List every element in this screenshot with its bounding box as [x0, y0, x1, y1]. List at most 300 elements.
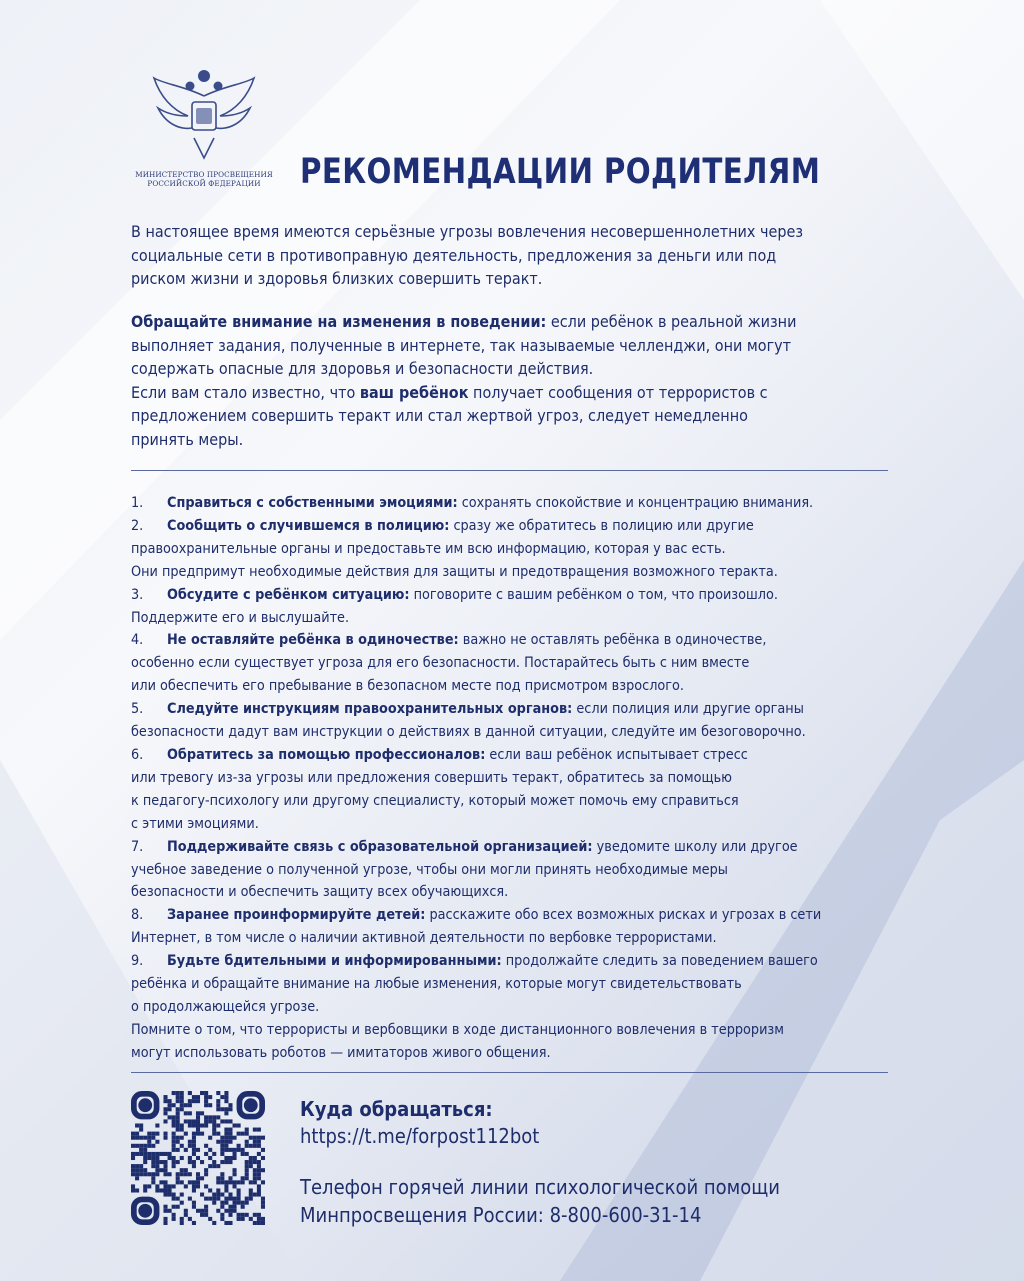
qr-module — [147, 1152, 151, 1156]
qr-module — [233, 1168, 237, 1172]
list-item — [131, 515, 821, 584]
qr-module — [155, 1140, 159, 1144]
qr-module — [204, 1213, 208, 1217]
qr-module — [257, 1184, 261, 1188]
qr-module — [228, 1103, 232, 1107]
qr-module — [163, 1209, 167, 1213]
qr-module — [204, 1095, 208, 1099]
qr-module — [180, 1180, 184, 1184]
qr-module — [192, 1099, 196, 1103]
behavior-emphasis: ваш ребёнок — [359, 382, 469, 402]
ministry-name-line1: МИНИСТЕРСТВО ПРОСВЕЩЕНИЯ — [135, 170, 273, 179]
item-heading: Справиться с собственными эмоциями: — [167, 495, 458, 511]
qr-module — [139, 1136, 143, 1140]
qr-module — [224, 1119, 228, 1123]
qr-module — [192, 1188, 196, 1192]
item-heading: Поддерживайте связь с образовательной организацией: — [167, 838, 593, 855]
qr-module — [245, 1140, 249, 1144]
qr-module — [220, 1213, 224, 1217]
qr-module — [168, 1099, 172, 1103]
qr-module — [200, 1213, 204, 1217]
qr-module — [200, 1111, 204, 1115]
qr-module — [224, 1111, 228, 1115]
qr-module — [257, 1136, 261, 1140]
qr-module — [224, 1201, 228, 1205]
hotline-info — [300, 1173, 780, 1229]
qr-module — [200, 1123, 204, 1127]
qr-module — [216, 1140, 220, 1144]
qr-module — [151, 1152, 155, 1156]
qr-module — [163, 1217, 167, 1221]
qr-module — [135, 1136, 139, 1140]
behavior-line: содержать опасные для здоровья и безопасности действия. — [131, 359, 594, 378]
item-text: продолжайте следить за поведением вашего — [501, 953, 818, 970]
qr-module — [249, 1136, 253, 1140]
qr-module — [257, 1164, 261, 1168]
qr-module — [257, 1128, 261, 1132]
qr-module — [159, 1160, 163, 1164]
qr-module — [139, 1168, 143, 1172]
qr-module — [233, 1156, 237, 1160]
item-text-line: Поддержите его и выслушайте. — [131, 609, 350, 626]
qr-module — [228, 1119, 232, 1123]
qr-module — [172, 1184, 176, 1188]
qr-module — [257, 1168, 261, 1172]
qr-module — [172, 1197, 176, 1201]
qr-finder-dot — [138, 1098, 152, 1112]
qr-module — [188, 1140, 192, 1144]
qr-module — [261, 1197, 265, 1201]
qr-module — [228, 1156, 232, 1160]
qr-module — [188, 1180, 192, 1184]
behavior-text: Если вам стало известно, что — [131, 382, 360, 402]
qr-module — [253, 1160, 257, 1164]
qr-module — [180, 1172, 184, 1176]
qr-module — [224, 1095, 228, 1099]
qr-module — [216, 1164, 220, 1168]
qr-module — [257, 1217, 261, 1221]
qr-module — [168, 1172, 172, 1176]
qr-module — [228, 1197, 232, 1201]
item-heading: Следуйте инструкциям правоохранительных органов: — [167, 701, 573, 718]
list-item — [131, 950, 821, 1019]
qr-module — [180, 1144, 184, 1148]
qr-module — [139, 1152, 143, 1156]
qr-module — [143, 1144, 147, 1148]
qr-module — [176, 1128, 180, 1132]
qr-module — [224, 1099, 228, 1103]
item-number: 3. — [131, 586, 144, 603]
qr-module — [151, 1180, 155, 1184]
qr-module — [224, 1184, 228, 1188]
qr-module — [151, 1160, 155, 1164]
qr-module — [168, 1152, 172, 1156]
qr-module — [200, 1132, 204, 1136]
qr-module — [261, 1180, 265, 1184]
qr-module — [176, 1111, 180, 1115]
qr-module — [220, 1205, 224, 1209]
qr-module — [224, 1209, 228, 1213]
qr-module — [163, 1136, 167, 1140]
qr-module — [139, 1128, 143, 1132]
item-text: если ваш ребёнок испытывает стресс — [485, 746, 748, 763]
qr-module — [139, 1123, 143, 1127]
qr-module — [151, 1136, 155, 1140]
qr-module — [180, 1103, 184, 1107]
qr-module — [245, 1160, 249, 1164]
qr-module — [192, 1184, 196, 1188]
qr-module — [192, 1144, 196, 1148]
qr-module — [249, 1180, 253, 1184]
qr-module — [192, 1152, 196, 1156]
qr-module — [241, 1132, 245, 1136]
qr-module — [176, 1123, 180, 1127]
behavior-heading: Обращайте внимание на изменения в поведении: — [131, 312, 547, 331]
qr-module — [208, 1164, 212, 1168]
qr-module — [184, 1132, 188, 1136]
item-text: сохранять спокойствие и концентрацию внимания. — [457, 495, 814, 511]
qr-module — [172, 1148, 176, 1152]
qr-module — [245, 1132, 249, 1136]
telegram-bot-link[interactable]: https://t.me/forpost112bot — [300, 1124, 540, 1148]
qr-module — [216, 1176, 220, 1180]
qr-module — [180, 1123, 184, 1127]
item-text-line: с этими эмоциями. — [131, 815, 259, 832]
qr-module — [208, 1119, 212, 1123]
qr-module — [224, 1136, 228, 1140]
qr-module — [168, 1209, 172, 1213]
qr-module — [192, 1148, 196, 1152]
qr-module — [241, 1152, 245, 1156]
qr-module — [257, 1221, 261, 1225]
qr-code-icon[interactable] — [131, 1091, 265, 1225]
qr-module — [237, 1217, 241, 1221]
closing-note-line: могут использовать роботов — имитаторов живого общения. — [131, 1044, 551, 1061]
qr-module — [172, 1156, 176, 1160]
qr-module — [135, 1123, 139, 1127]
qr-module — [237, 1132, 241, 1136]
qr-module — [196, 1111, 200, 1115]
qr-module — [196, 1180, 200, 1184]
qr-module — [249, 1164, 253, 1168]
qr-module — [261, 1136, 265, 1140]
qr-module — [196, 1132, 200, 1136]
qr-module — [216, 1107, 220, 1111]
item-heading: Обсудите с ребёнком ситуацию: — [167, 586, 410, 603]
qr-module — [249, 1217, 253, 1221]
qr-module — [241, 1148, 245, 1152]
qr-module — [163, 1132, 167, 1136]
qr-module — [180, 1128, 184, 1132]
behavior-paragraph — [131, 310, 796, 451]
qr-module — [212, 1193, 216, 1197]
qr-module — [261, 1221, 265, 1225]
qr-module — [192, 1221, 196, 1225]
qr-module — [135, 1172, 139, 1176]
qr-module — [228, 1180, 232, 1184]
qr-module — [184, 1168, 188, 1172]
qr-module — [188, 1123, 192, 1127]
qr-module — [220, 1095, 224, 1099]
qr-module — [224, 1156, 228, 1160]
qr-module — [216, 1209, 220, 1213]
qr-module — [220, 1140, 224, 1144]
item-text-line: или обеспечить его пребывание в безопасном месте под присмотром взрослого. — [131, 678, 684, 695]
qr-module — [184, 1111, 188, 1115]
qr-module — [147, 1136, 151, 1140]
qr-module — [196, 1095, 200, 1099]
qr-module — [143, 1188, 147, 1192]
qr-module — [192, 1119, 196, 1123]
list-item — [131, 904, 821, 950]
qr-module — [228, 1132, 232, 1136]
qr-module — [245, 1176, 249, 1180]
qr-module — [168, 1193, 172, 1197]
qr-module — [184, 1172, 188, 1176]
qr-module — [192, 1132, 196, 1136]
qr-module — [212, 1119, 216, 1123]
qr-module — [188, 1103, 192, 1107]
qr-module — [216, 1115, 220, 1119]
qr-module — [163, 1221, 167, 1225]
qr-module — [216, 1099, 220, 1103]
qr-module — [172, 1205, 176, 1209]
intro-line: В настоящее время имеются серьёзные угрозы вовлечения несовершеннолетних через — [131, 222, 803, 241]
qr-module — [188, 1172, 192, 1176]
qr-module — [172, 1132, 176, 1136]
qr-module — [220, 1148, 224, 1152]
item-text-line: о продолжающейся угрозе. — [131, 998, 320, 1015]
qr-module — [212, 1221, 216, 1225]
hotline-line2: Минпросвещения России: 8-800-600-31-14 — [300, 1203, 702, 1227]
qr-module — [196, 1119, 200, 1123]
qr-module — [216, 1188, 220, 1192]
qr-module — [249, 1144, 253, 1148]
qr-module — [176, 1205, 180, 1209]
qr-module — [212, 1152, 216, 1156]
qr-module — [204, 1123, 208, 1127]
qr-module — [176, 1180, 180, 1184]
qr-module — [249, 1156, 253, 1160]
qr-module — [192, 1164, 196, 1168]
qr-module — [139, 1172, 143, 1176]
qr-module — [176, 1172, 180, 1176]
qr-module — [208, 1197, 212, 1201]
item-heading: Заранее проинформируйте детей: — [167, 907, 426, 924]
qr-module — [204, 1152, 208, 1156]
qr-module — [233, 1172, 237, 1176]
qr-module — [139, 1148, 143, 1152]
qr-module — [139, 1164, 143, 1168]
qr-module — [224, 1180, 228, 1184]
qr-module — [180, 1107, 184, 1111]
qr-module — [241, 1217, 245, 1221]
item-text: сразу же обратитесь в полицию или другие — [449, 517, 754, 534]
qr-module — [224, 1221, 228, 1225]
qr-module — [233, 1209, 237, 1213]
qr-module — [143, 1136, 147, 1140]
qr-module — [192, 1160, 196, 1164]
qr-module — [159, 1188, 163, 1192]
item-heading: Обратитесь за помощью профессионалов: — [167, 746, 486, 763]
item-text-line: безопасности дадут вам инструкции о действиях в данной ситуации, следуйте им безоговорочно. — [131, 724, 806, 741]
qr-module — [237, 1144, 241, 1148]
qr-module — [192, 1140, 196, 1144]
qr-module — [228, 1193, 232, 1197]
qr-module — [228, 1136, 232, 1140]
qr-module — [220, 1172, 224, 1176]
behavior-line: предложением совершить теракт или стал жертвой угроз, следует немедленно — [131, 406, 748, 425]
qr-module — [168, 1115, 172, 1119]
qr-module — [155, 1156, 159, 1160]
qr-module — [245, 1172, 249, 1176]
qr-module — [147, 1144, 151, 1148]
qr-module — [180, 1156, 184, 1160]
qr-module — [204, 1184, 208, 1188]
item-text-line: безопасности и обеспечить защиту всех обучающихся. — [131, 884, 509, 901]
qr-module — [131, 1136, 135, 1140]
qr-module — [155, 1172, 159, 1176]
qr-module — [159, 1168, 163, 1172]
qr-module — [176, 1115, 180, 1119]
qr-module — [176, 1095, 180, 1099]
item-number: 5. — [131, 701, 144, 718]
qr-module — [176, 1107, 180, 1111]
qr-module — [172, 1193, 176, 1197]
qr-module — [233, 1148, 237, 1152]
qr-module — [151, 1132, 155, 1136]
qr-module — [261, 1156, 265, 1160]
qr-module — [224, 1140, 228, 1144]
qr-module — [237, 1197, 241, 1201]
qr-module — [249, 1188, 253, 1192]
qr-module — [216, 1197, 220, 1201]
qr-module — [241, 1201, 245, 1205]
qr-module — [176, 1091, 180, 1095]
item-heading: Сообщить о случившемся в полицию: — [167, 517, 450, 534]
behavior-line: выполняет задания, полученные в интернете, так называемые челленджи, они могут — [131, 335, 792, 355]
item-text-line: правоохранительные органы и предоставьте им всю информацию, которая у вас есть. — [131, 540, 726, 557]
recommendations-list — [131, 492, 821, 1065]
list-item — [131, 492, 821, 515]
qr-module — [253, 1180, 257, 1184]
ministry-name-line2: РОССИЙСКОЙ ФЕДЕРАЦИИ — [147, 179, 261, 188]
qr-module — [241, 1176, 245, 1180]
qr-module — [196, 1209, 200, 1213]
item-number: 8. — [131, 907, 144, 924]
qr-module — [135, 1164, 139, 1168]
qr-module — [131, 1168, 135, 1172]
qr-module — [200, 1193, 204, 1197]
divider — [131, 470, 888, 471]
qr-module — [204, 1205, 208, 1209]
qr-module — [228, 1221, 232, 1225]
qr-module — [253, 1176, 257, 1180]
qr-module — [204, 1103, 208, 1107]
qr-module — [135, 1176, 139, 1180]
qr-module — [172, 1213, 176, 1217]
qr-module — [168, 1103, 172, 1107]
qr-module — [245, 1144, 249, 1148]
qr-module — [204, 1168, 208, 1172]
qr-module — [184, 1184, 188, 1188]
item-heading: Будьте бдительными и информированными: — [167, 953, 502, 970]
qr-module — [253, 1144, 257, 1148]
qr-module — [249, 1197, 253, 1201]
qr-module — [155, 1184, 159, 1188]
qr-module — [163, 1188, 167, 1192]
qr-module — [261, 1168, 265, 1172]
qr-module — [163, 1152, 167, 1156]
behavior-text: получает сообщения от террористов с — [468, 382, 768, 402]
qr-module — [151, 1156, 155, 1160]
qr-module — [204, 1209, 208, 1213]
qr-module — [147, 1184, 151, 1188]
qr-module — [135, 1132, 139, 1136]
qr-module — [245, 1152, 249, 1156]
qr-module — [212, 1123, 216, 1127]
qr-module — [237, 1180, 241, 1184]
item-number: 9. — [131, 953, 144, 970]
qr-module — [147, 1132, 151, 1136]
item-text-line: Интернет, в том числе о наличии активной деятельности по вербовке террористами. — [131, 930, 717, 947]
qr-module — [192, 1123, 196, 1127]
qr-module — [172, 1091, 176, 1095]
qr-module — [196, 1176, 200, 1180]
qr-module — [253, 1136, 257, 1140]
qr-module — [196, 1123, 200, 1127]
qr-module — [241, 1180, 245, 1184]
qr-module — [253, 1221, 257, 1225]
qr-module — [245, 1213, 249, 1217]
item-number: 6. — [131, 746, 144, 763]
qr-module — [147, 1156, 151, 1160]
qr-module — [204, 1172, 208, 1176]
qr-module — [192, 1136, 196, 1140]
qr-module — [220, 1193, 224, 1197]
intro-line: социальные сети в противоправную деятельность, предложения за деньги или под — [131, 245, 777, 265]
qr-module — [224, 1160, 228, 1164]
qr-module — [245, 1197, 249, 1201]
qr-module — [224, 1128, 228, 1132]
item-text: важно не оставлять ребёнка в одиночестве, — [458, 632, 767, 649]
qr-module — [233, 1205, 237, 1209]
qr-module — [180, 1091, 184, 1095]
qr-module — [172, 1140, 176, 1144]
qr-module — [233, 1197, 237, 1201]
qr-module — [184, 1119, 188, 1123]
qr-module — [220, 1107, 224, 1111]
qr-module — [172, 1103, 176, 1107]
qr-module — [131, 1152, 135, 1156]
qr-module — [253, 1128, 257, 1132]
qr-module — [228, 1205, 232, 1209]
qr-module — [147, 1140, 151, 1144]
qr-module — [233, 1184, 237, 1188]
qr-module — [204, 1115, 208, 1119]
qr-module — [204, 1099, 208, 1103]
qr-module — [208, 1095, 212, 1099]
qr-module — [212, 1201, 216, 1205]
item-text-line: Они предпримут необходимые действия для защиты и предотвращения возможного теракта. — [131, 563, 778, 580]
qr-module — [172, 1164, 176, 1168]
qr-module — [180, 1095, 184, 1099]
qr-module — [224, 1188, 228, 1192]
qr-module — [172, 1115, 176, 1119]
qr-module — [253, 1213, 257, 1217]
qr-module — [135, 1144, 139, 1148]
qr-module — [208, 1136, 212, 1140]
